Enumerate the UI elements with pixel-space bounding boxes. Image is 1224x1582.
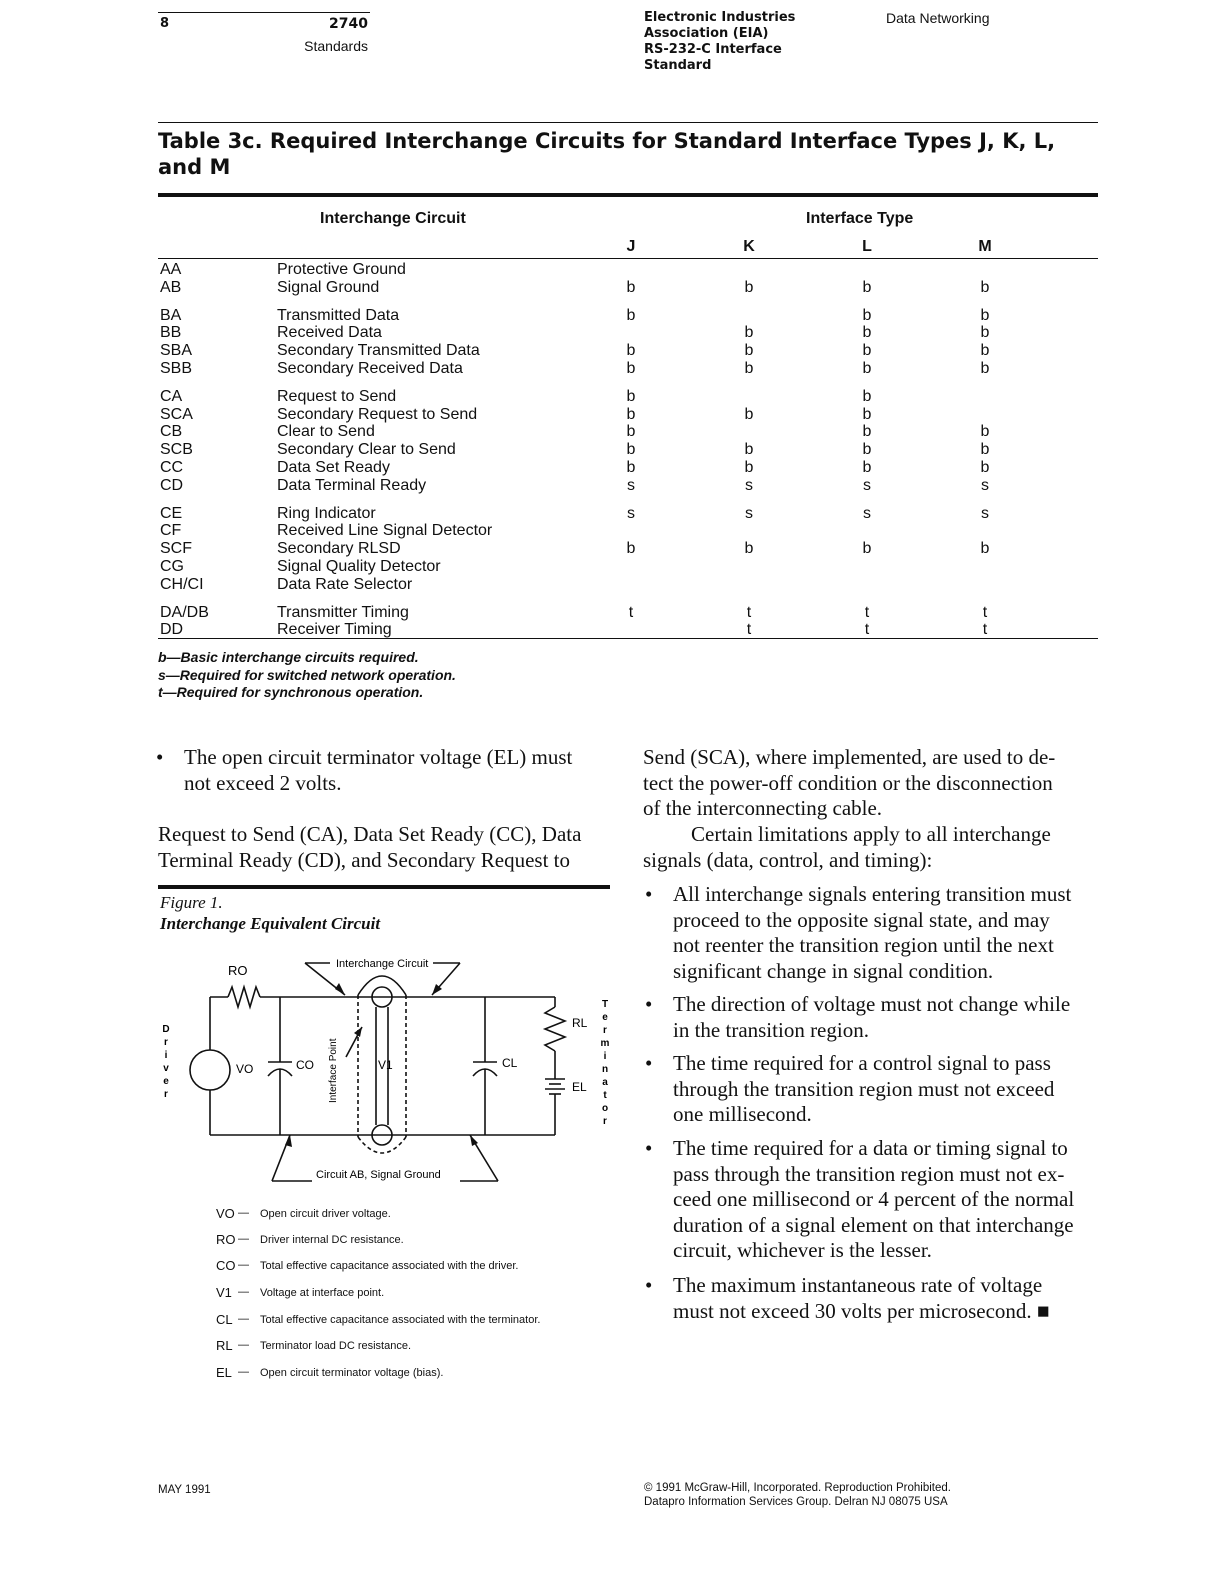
type-cell-l: b	[862, 441, 872, 459]
bullet-line: The maximum instantaneous rate of voltage	[673, 1273, 1043, 1297]
legend-dash: —	[238, 1339, 249, 1351]
bullet-line: ceed one millisecond or 4 percent of the normal	[673, 1187, 1075, 1212]
circuit-name: Secondary Received Data	[277, 360, 463, 377]
circuit-code: SBB	[160, 360, 193, 377]
legend-dash: —	[238, 1233, 249, 1245]
bullet-dot: •	[645, 1273, 653, 1297]
legend-symbol: V1	[216, 1285, 232, 1300]
right-bullet-2	[645, 992, 1105, 1044]
circuit-code: BB	[160, 324, 182, 342]
type-cell-k: s	[745, 504, 753, 522]
circuit-name: Signal Ground	[277, 278, 380, 296]
type-cell-m: b	[980, 324, 990, 342]
type-cell-l: t	[864, 603, 870, 621]
circuit-name: Received Data	[277, 324, 382, 342]
circuit-code: CF	[160, 522, 182, 540]
circuit-name: Data Rate Selector	[277, 575, 413, 593]
table-title	[158, 128, 1055, 180]
type-cell-k: t	[746, 621, 752, 639]
type-cell-j: t	[628, 603, 634, 621]
type-cell-m: b	[980, 360, 990, 377]
v1-label: V1	[378, 1058, 393, 1072]
legend-text: Total effective capacitance associated with the driver.	[260, 1260, 519, 1272]
interchange-circuit-label: Interchange Circuit	[336, 958, 429, 970]
type-header-m: M	[978, 238, 992, 255]
bullet-line: through the transition region must not exceed	[673, 1076, 1055, 1101]
right-bullet-5	[645, 1273, 1105, 1325]
type-header-l: L	[862, 238, 872, 255]
type-cell-j: b	[626, 278, 636, 296]
type-cell-j: b	[626, 342, 636, 360]
type-cell-l: b	[862, 540, 872, 558]
terminator-letter: e	[602, 1012, 608, 1023]
col-group-interface-type: Interface Type	[806, 210, 914, 227]
circuit-name: Received Line Signal Detector	[277, 522, 493, 540]
type-cell-m: s	[981, 504, 989, 522]
driver-letter: r	[164, 1037, 168, 1048]
table-legend	[158, 649, 456, 702]
ro-label: RO	[228, 963, 248, 978]
circuit-name: Request to Send	[277, 387, 397, 405]
copyright-line: Datapro Information Services Group. Delran NJ 08075 USA	[644, 1496, 948, 1508]
legend-symbol: RO	[216, 1232, 236, 1247]
interface-point-label: Interface Point	[328, 1038, 339, 1103]
bullet-line: not exceed 2 volts.	[184, 770, 342, 795]
circuit-code: CH/CI	[160, 575, 204, 593]
legend-text: Open circuit driver voltage.	[260, 1208, 391, 1220]
legend-dash: —	[238, 1286, 249, 1298]
circuit-name: Ring Indicator	[277, 504, 376, 522]
bullet-line: All interchange signals entering transition must	[673, 882, 1072, 906]
bullet-line: must not exceed 30 volts per microsecond. ■	[673, 1298, 1050, 1323]
type-cell-j: b	[626, 405, 636, 423]
circuit-code: SCA	[160, 405, 193, 423]
type-cell-k: b	[744, 360, 754, 377]
circuit-code: SBA	[160, 342, 193, 360]
circuit-name: Data Terminal Ready	[277, 476, 427, 494]
arrow-head	[354, 1027, 362, 1037]
signal-ground-label: Circuit AB, Signal Ground	[316, 1169, 441, 1181]
legend-text: Voltage at interface point.	[260, 1287, 385, 1299]
circuit-name: Secondary RLSD	[277, 540, 401, 558]
type-cell-l: b	[862, 387, 872, 405]
type-cell-m: t	[982, 621, 988, 639]
type-cell-m: b	[980, 342, 990, 360]
terminator-letter: r	[603, 1116, 607, 1127]
right-bullet-4	[645, 1136, 1115, 1266]
co-label: CO	[296, 1058, 314, 1072]
page-number: 8	[160, 16, 170, 31]
type-cell-j: b	[626, 459, 636, 476]
driver-letter: i	[164, 1050, 168, 1061]
type-cell-l: b	[862, 459, 872, 476]
circuit-name: Receiver Timing	[277, 621, 392, 639]
terminator-letter: o	[601, 1103, 609, 1114]
el-label: EL	[572, 1080, 587, 1094]
terminator-letter: r	[603, 1025, 607, 1036]
org-title	[644, 10, 795, 74]
copyright-line: © 1991 McGraw-Hill, Incorporated. Reproduction Prohibited.	[644, 1482, 951, 1494]
bullet-line: circuit, whichever is the lesser.	[673, 1238, 932, 1263]
bullet-line: proceed to the opposite signal state, and may	[673, 907, 1050, 932]
legend-symbol: CO	[216, 1258, 236, 1273]
org-line: Association (EIA)	[644, 26, 769, 41]
right-paragraph-2	[643, 822, 1051, 873]
type-cell-j: b	[626, 360, 636, 377]
type-cell-j: s	[627, 476, 635, 494]
circuit-name: Protective Ground	[277, 261, 406, 278]
right-paragraph-1	[643, 745, 1055, 822]
type-cell-l: b	[862, 360, 872, 377]
circuit-code: AB	[160, 278, 182, 296]
legend-dash: —	[238, 1259, 249, 1271]
interface-loop	[358, 976, 406, 995]
terminator-letter: i	[603, 1051, 607, 1062]
footer-copyright	[644, 1481, 951, 1509]
type-cell-m: b	[980, 441, 990, 459]
org-line: Standard	[644, 58, 712, 73]
bullet-line: in the transition region.	[673, 1017, 869, 1042]
bullet-line: significant change in signal condition.	[673, 958, 994, 983]
type-cell-j: b	[626, 441, 636, 459]
circuit-name: Clear to Send	[277, 423, 375, 441]
circuit-code: CB	[160, 423, 183, 441]
terminator-letter: n	[601, 1064, 609, 1075]
col-group-interchange-circuit: Interchange Circuit	[320, 210, 466, 227]
type-cell-j: b	[626, 306, 636, 324]
circuit-name: Data Set Ready	[277, 459, 390, 476]
bullet-line: The time required for a control signal to pass	[673, 1051, 1051, 1075]
legend-text: Driver internal DC resistance.	[260, 1234, 404, 1246]
legend-item: b—Basic interchange circuits required.	[158, 649, 419, 665]
type-cell-j: b	[626, 423, 636, 441]
circuit-name: Transmitted Data	[277, 306, 400, 324]
bullet-line: not reenter the transition region until the next	[673, 933, 1054, 958]
bullet-dot: •	[645, 1051, 653, 1075]
type-cell-m: t	[982, 603, 988, 621]
vo-label: VO	[236, 1062, 254, 1076]
type-cell-k: b	[744, 441, 754, 459]
bullet-line: The time required for a data or timing signal to	[673, 1136, 1068, 1160]
type-cell-k: b	[744, 342, 754, 360]
type-cell-l: b	[862, 405, 872, 423]
arrow-head	[335, 983, 345, 995]
figure-title: Interchange Equivalent Circuit	[160, 914, 381, 933]
type-cell-m: b	[980, 423, 990, 441]
table-header-rule	[158, 258, 1098, 259]
table-top-rule	[158, 122, 1098, 123]
type-cell-m: s	[981, 476, 989, 494]
circuit-code: CC	[160, 459, 184, 476]
resistor-ro	[228, 987, 260, 1007]
type-cell-j: s	[627, 504, 635, 522]
type-cell-k: b	[744, 540, 754, 558]
footer-date: MAY 1991	[158, 1484, 211, 1496]
paragraph-line: Request to Send (CA), Data Set Ready (CC), Data	[158, 822, 582, 846]
figure-label: Figure 1.	[160, 893, 223, 912]
circuit-code: DA/DB	[160, 603, 209, 621]
terminator-letter: t	[603, 1090, 607, 1101]
legend-dash: —	[238, 1207, 249, 1219]
type-cell-k: t	[746, 603, 752, 621]
legend-symbol: EL	[216, 1365, 232, 1380]
legend-item: t—Required for synchronous operation.	[158, 684, 424, 700]
bullet-line: duration of a signal element on that interchange	[673, 1212, 1074, 1237]
equivalent-circuit-diagram	[150, 945, 620, 1195]
terminator-letter: T	[601, 999, 609, 1010]
bullet-line: pass through the transition region must not ex-	[673, 1161, 1065, 1186]
table-bottom-rule	[158, 638, 1098, 639]
paragraph-line: tect the power-off condition or the disconnection	[643, 770, 1053, 795]
type-cell-l: b	[862, 342, 872, 360]
type-header-k: K	[743, 238, 755, 255]
circuit-name: Transmitter Timing	[277, 603, 409, 621]
rl-label: RL	[572, 1016, 588, 1030]
bullet-dot: •	[156, 745, 164, 769]
circuit-name: Signal Quality Detector	[277, 558, 441, 575]
doc-section: Standards	[304, 38, 368, 54]
type-cell-m: b	[980, 306, 990, 324]
type-cell-l: s	[863, 504, 871, 522]
arrow-head	[470, 1135, 478, 1146]
paragraph-line: of the interconnecting cable.	[643, 796, 883, 821]
terminator-letter: a	[602, 1077, 608, 1088]
org-line: Electronic Industries	[644, 10, 796, 25]
table-title-line: and M	[158, 155, 231, 179]
circuit-name: Secondary Request to Send	[277, 405, 478, 423]
type-cell-k: b	[744, 459, 754, 476]
circuit-code: AA	[160, 261, 182, 278]
type-cell-k: b	[744, 324, 754, 342]
driver-letter: D	[162, 1024, 170, 1035]
legend-item: s—Required for switched network operation.	[158, 666, 456, 683]
right-bullet-1	[645, 882, 1105, 986]
legend-text: Total effective capacitance associated with the terminator.	[260, 1314, 541, 1326]
type-cell-m: b	[980, 278, 990, 296]
bullet-line: The direction of voltage must not change while	[673, 992, 1071, 1016]
type-cell-l: s	[863, 476, 871, 494]
bullet-dot: •	[645, 992, 653, 1016]
type-cell-j: b	[626, 387, 636, 405]
circuit-code: CG	[160, 558, 184, 575]
left-bullet	[156, 745, 616, 797]
bullet-dot: •	[645, 1136, 653, 1160]
driver-letter: r	[164, 1089, 168, 1100]
org-line: RS-232-C Interface	[644, 42, 782, 57]
paragraph-line: Terminal Ready (CD), and Secondary Request to	[158, 847, 571, 872]
circuit-code: CA	[160, 387, 183, 405]
circuit-code: DD	[160, 621, 184, 639]
bullet-dot: •	[645, 882, 653, 906]
table-heavy-rule	[158, 193, 1098, 197]
paragraph-line: Certain limitations apply to all interchange	[691, 822, 1051, 846]
legend-symbol: RL	[216, 1338, 233, 1353]
type-cell-m: b	[980, 459, 990, 476]
bullet-line: one millisecond.	[673, 1102, 812, 1127]
cl-label: CL	[502, 1056, 518, 1070]
voltage-source-vo	[190, 1050, 230, 1090]
terminator-letter: m	[600, 1038, 610, 1049]
header-rule	[158, 12, 370, 13]
left-paragraph	[158, 822, 581, 873]
figure-rule	[158, 885, 610, 889]
legend-dash: —	[238, 1366, 249, 1378]
circuit-code: SCB	[160, 441, 193, 459]
type-cell-k: s	[745, 476, 753, 494]
circuit-code: BA	[160, 306, 182, 324]
legend-symbol: VO	[216, 1206, 235, 1221]
circuit-name: Secondary Clear to Send	[277, 441, 456, 459]
type-header-j: J	[626, 238, 636, 255]
legend-symbol: CL	[216, 1312, 233, 1327]
legend-dash: —	[238, 1313, 249, 1325]
legend-text: Terminator load DC resistance.	[260, 1340, 412, 1352]
type-cell-l: b	[862, 423, 872, 441]
legend-text: Open circuit terminator voltage (bias).	[260, 1367, 444, 1379]
right-bullet-3	[645, 1051, 1105, 1129]
resistor-rl	[545, 1007, 565, 1051]
paragraph-line: Send (SCA), where implemented, are used to de-	[643, 745, 1056, 769]
circuit-code: SCF	[160, 540, 192, 558]
circuit-code: CD	[160, 476, 184, 494]
driver-letter: v	[163, 1063, 169, 1074]
type-cell-k: b	[744, 278, 754, 296]
circuit-name: Secondary Transmitted Data	[277, 342, 480, 360]
bullet-line: The open circuit terminator voltage (EL) must	[184, 745, 573, 769]
type-cell-k: b	[744, 405, 754, 423]
type-cell-j: b	[626, 540, 636, 558]
doc-number: 2740	[329, 16, 368, 32]
type-cell-l: b	[862, 306, 872, 324]
type-cell-l: t	[864, 621, 870, 639]
circuit-code: CE	[160, 504, 183, 522]
type-cell-m: b	[980, 540, 990, 558]
type-cell-l: b	[862, 324, 872, 342]
paragraph-line: signals (data, control, and timing):	[643, 847, 933, 872]
type-cell-l: b	[862, 278, 872, 296]
driver-letter: e	[163, 1076, 169, 1087]
table-title-line: Table 3c. Required Interchange Circuits for Standard Interface Types J, K, L,	[158, 129, 1056, 153]
category-label: Data Networking	[886, 10, 990, 26]
